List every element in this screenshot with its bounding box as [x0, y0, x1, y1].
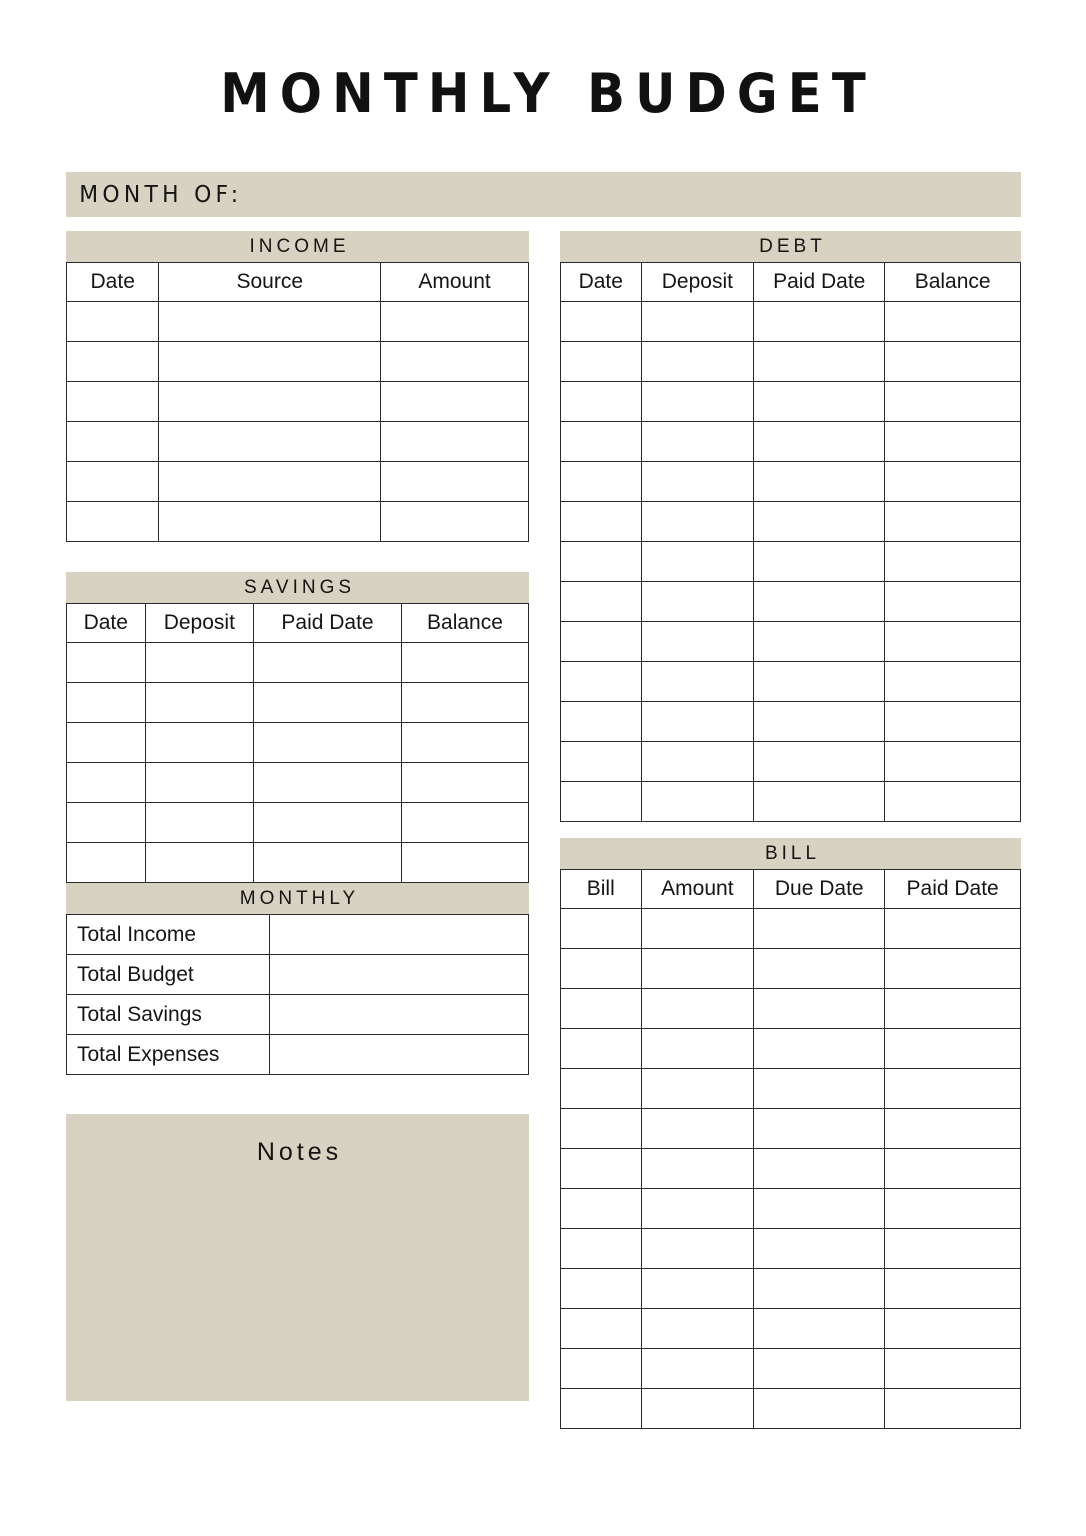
savings-cell-balance[interactable]	[401, 803, 528, 843]
debt-cell-date[interactable]	[561, 582, 642, 622]
bill-cell-due-date[interactable]	[754, 909, 885, 949]
bill-cell-bill[interactable]	[561, 1029, 642, 1069]
savings-cell-balance[interactable]	[401, 843, 528, 883]
debt-cell-paid-date[interactable]	[754, 782, 885, 822]
bill-cell-paid-date[interactable]	[885, 1229, 1021, 1269]
monthly-body	[67, 915, 529, 1075]
debt-cell-date[interactable]	[561, 542, 642, 582]
bill-cell-due-date[interactable]	[754, 1269, 885, 1309]
debt-cell-deposit[interactable]	[641, 542, 754, 582]
bill-cell-amount[interactable]	[641, 1069, 754, 1109]
debt-cell-balance[interactable]	[885, 462, 1021, 502]
income-cell-source[interactable]	[159, 422, 381, 462]
table-row[interactable]	[67, 382, 529, 422]
savings-col-balance: Balance	[401, 604, 528, 643]
monthly-label-total-budget: Total Budget	[67, 955, 270, 995]
bill-cell-paid-date[interactable]	[885, 1309, 1021, 1349]
income-col-date: Date	[67, 263, 159, 302]
savings-cell-deposit[interactable]	[145, 763, 254, 803]
income-cell-date[interactable]	[67, 302, 159, 342]
savings-cell-date[interactable]	[67, 723, 146, 763]
table-row[interactable]	[561, 422, 1021, 462]
debt-cell-paid-date[interactable]	[754, 462, 885, 502]
bill-cell-due-date[interactable]	[754, 1109, 885, 1149]
bill-cell-due-date[interactable]	[754, 989, 885, 1029]
table-row[interactable]	[561, 1029, 1021, 1069]
savings-col-paid-date: Paid Date	[254, 604, 402, 643]
income-cell-source[interactable]	[159, 302, 381, 342]
table-row[interactable]	[67, 763, 529, 803]
income-cell-amount[interactable]	[381, 342, 529, 382]
debt-cell-date[interactable]	[561, 382, 642, 422]
bill-cell-bill[interactable]	[561, 1149, 642, 1189]
bill-cell-paid-date[interactable]	[885, 1149, 1021, 1189]
monthly-label-total-income: Total Income	[67, 915, 270, 955]
debt-cell-date[interactable]	[561, 742, 642, 782]
bill-cell-bill[interactable]	[561, 1349, 642, 1389]
table-row[interactable]	[561, 662, 1021, 702]
income-cell-source[interactable]	[159, 342, 381, 382]
table-row[interactable]	[561, 909, 1021, 949]
debt-col-date: Date	[561, 263, 642, 302]
debt-cell-date[interactable]	[561, 702, 642, 742]
table-row[interactable]	[561, 302, 1021, 342]
savings-cell-paid-date[interactable]	[254, 643, 402, 683]
table-row[interactable]	[561, 542, 1021, 582]
debt-col-balance: Balance	[885, 263, 1021, 302]
bill-cell-bill[interactable]	[561, 1309, 642, 1349]
bill-cell-amount[interactable]	[641, 1189, 754, 1229]
income-cell-amount[interactable]	[381, 382, 529, 422]
page-title: MONTHLY BUDGET	[220, 62, 876, 125]
debt-cell-deposit[interactable]	[641, 582, 754, 622]
income-col-amount: Amount	[381, 263, 529, 302]
month-of-field[interactable]	[66, 172, 1021, 217]
table-row[interactable]	[561, 622, 1021, 662]
section-header-debt-label: DEBT	[759, 235, 826, 257]
section-header-income-label: INCOME	[249, 235, 350, 257]
table-row[interactable]	[561, 382, 1021, 422]
bill-cell-paid-date[interactable]	[885, 1349, 1021, 1389]
debt-cell-paid-date[interactable]	[754, 582, 885, 622]
savings-cell-paid-date[interactable]	[254, 843, 402, 883]
debt-cell-paid-date[interactable]	[754, 342, 885, 382]
debt-cell-balance[interactable]	[885, 582, 1021, 622]
table-row[interactable]	[561, 989, 1021, 1029]
bill-cell-amount[interactable]	[641, 949, 754, 989]
table-row[interactable]	[67, 683, 529, 723]
table-row[interactable]	[67, 342, 529, 382]
table-row[interactable]	[67, 843, 529, 883]
bill-table	[560, 869, 1021, 1429]
table-row[interactable]	[67, 915, 529, 955]
bill-cell-paid-date[interactable]	[885, 949, 1021, 989]
debt-body	[561, 302, 1021, 822]
monthly-value-total-expenses[interactable]	[270, 1035, 529, 1075]
table-row[interactable]	[561, 1149, 1021, 1189]
table-row[interactable]	[67, 1035, 529, 1075]
savings-cell-paid-date[interactable]	[254, 763, 402, 803]
table-row[interactable]	[67, 803, 529, 843]
debt-cell-balance[interactable]	[885, 662, 1021, 702]
bill-cell-amount[interactable]	[641, 1229, 754, 1269]
income-cell-source[interactable]	[159, 382, 381, 422]
bill-cell-bill[interactable]	[561, 1109, 642, 1149]
debt-cell-date[interactable]	[561, 302, 642, 342]
table-row[interactable]	[561, 342, 1021, 382]
section-header-monthly	[66, 883, 529, 914]
debt-cell-paid-date[interactable]	[754, 502, 885, 542]
table-row[interactable]	[67, 995, 529, 1035]
debt-cell-deposit[interactable]	[641, 382, 754, 422]
monthly-value-total-budget[interactable]	[270, 955, 529, 995]
section-header-bill-label: BILL	[764, 842, 821, 864]
bill-cell-paid-date[interactable]	[885, 1109, 1021, 1149]
debt-cell-date[interactable]	[561, 422, 642, 462]
debt-col-deposit: Deposit	[641, 263, 754, 302]
savings-cell-balance[interactable]	[401, 723, 528, 763]
section-header-monthly-label: MONTHLY	[239, 887, 360, 909]
debt-cell-deposit[interactable]	[641, 662, 754, 702]
bill-cell-amount[interactable]	[641, 909, 754, 949]
bill-cell-due-date[interactable]	[754, 949, 885, 989]
savings-cell-date[interactable]	[67, 763, 146, 803]
income-cell-source[interactable]	[159, 462, 381, 502]
income-cell-amount[interactable]	[381, 502, 529, 542]
table-row[interactable]	[67, 302, 529, 342]
table-row[interactable]	[561, 1389, 1021, 1429]
savings-cell-paid-date[interactable]	[254, 803, 402, 843]
debt-cell-paid-date[interactable]	[754, 542, 885, 582]
debt-cell-date[interactable]	[561, 462, 642, 502]
debt-cell-deposit[interactable]	[641, 342, 754, 382]
table-row[interactable]	[67, 723, 529, 763]
savings-col-deposit: Deposit	[145, 604, 254, 643]
bill-cell-paid-date[interactable]	[885, 1189, 1021, 1229]
table-row[interactable]	[561, 582, 1021, 622]
income-col-source: Source	[159, 263, 381, 302]
income-cell-date[interactable]	[67, 462, 159, 502]
debt-cell-paid-date[interactable]	[754, 302, 885, 342]
bill-col-paid-date: Paid Date	[885, 870, 1021, 909]
bill-cell-bill[interactable]	[561, 909, 642, 949]
debt-cell-paid-date[interactable]	[754, 622, 885, 662]
debt-cell-deposit[interactable]	[641, 502, 754, 542]
debt-table	[560, 262, 1021, 822]
monthly-value-total-savings[interactable]	[270, 995, 529, 1035]
spacer	[560, 822, 1021, 838]
savings-col-date: Date	[67, 604, 146, 643]
debt-col-paid-date: Paid Date	[754, 263, 885, 302]
bill-cell-bill[interactable]	[561, 1069, 642, 1109]
bill-cell-paid-date[interactable]	[885, 1029, 1021, 1069]
income-cell-date[interactable]	[67, 422, 159, 462]
savings-cell-deposit[interactable]	[145, 723, 254, 763]
notes-heading: Notes	[256, 1138, 343, 1166]
savings-cell-paid-date[interactable]	[254, 683, 402, 723]
bill-cell-amount[interactable]	[641, 989, 754, 1029]
bill-cell-bill[interactable]	[561, 1189, 642, 1229]
savings-cell-deposit[interactable]	[145, 843, 254, 883]
left-column	[66, 231, 529, 1401]
bill-cell-paid-date[interactable]	[885, 989, 1021, 1029]
bill-col-due-date: Due Date	[754, 870, 885, 909]
bill-cell-paid-date[interactable]	[885, 1069, 1021, 1109]
debt-header-row	[561, 263, 1021, 302]
table-row[interactable]	[67, 502, 529, 542]
spacer	[66, 1075, 529, 1114]
income-cell-amount[interactable]	[381, 302, 529, 342]
notes-area[interactable]	[66, 1114, 529, 1401]
savings-table	[66, 603, 529, 883]
debt-cell-date[interactable]	[561, 342, 642, 382]
debt-cell-paid-date[interactable]	[754, 422, 885, 462]
income-cell-amount[interactable]	[381, 462, 529, 502]
monthly-label-total-savings: Total Savings	[67, 995, 270, 1035]
income-cell-source[interactable]	[159, 502, 381, 542]
table-row[interactable]	[561, 1229, 1021, 1269]
bill-cell-bill[interactable]	[561, 1229, 642, 1269]
debt-cell-deposit[interactable]	[641, 782, 754, 822]
savings-header-row	[67, 604, 529, 643]
savings-cell-deposit[interactable]	[145, 683, 254, 723]
debt-cell-paid-date[interactable]	[754, 662, 885, 702]
table-row[interactable]	[561, 1309, 1021, 1349]
bill-cell-due-date[interactable]	[754, 1309, 885, 1349]
income-cell-date[interactable]	[67, 502, 159, 542]
bill-cell-bill[interactable]	[561, 1389, 642, 1429]
spacer	[66, 542, 529, 572]
debt-cell-deposit[interactable]	[641, 742, 754, 782]
table-row[interactable]	[561, 1189, 1021, 1229]
right-column	[560, 231, 1021, 1429]
savings-cell-deposit[interactable]	[145, 803, 254, 843]
savings-cell-date[interactable]	[67, 643, 146, 683]
savings-cell-deposit[interactable]	[145, 643, 254, 683]
bill-cell-bill[interactable]	[561, 989, 642, 1029]
savings-cell-date[interactable]	[67, 843, 146, 883]
debt-cell-balance[interactable]	[885, 702, 1021, 742]
bill-cell-due-date[interactable]	[754, 1229, 885, 1269]
bill-cell-amount[interactable]	[641, 1269, 754, 1309]
table-row[interactable]	[561, 1349, 1021, 1389]
table-row[interactable]	[561, 782, 1021, 822]
debt-cell-balance[interactable]	[885, 502, 1021, 542]
debt-cell-balance[interactable]	[885, 382, 1021, 422]
debt-cell-balance[interactable]	[885, 742, 1021, 782]
table-row[interactable]	[67, 643, 529, 683]
savings-body	[67, 643, 529, 883]
debt-cell-deposit[interactable]	[641, 702, 754, 742]
bill-cell-bill[interactable]	[561, 949, 642, 989]
monthly-label-total-expenses: Total Expenses	[67, 1035, 270, 1075]
monthly-summary-table	[66, 914, 529, 1075]
table-row[interactable]	[561, 462, 1021, 502]
bill-cell-amount[interactable]	[641, 1389, 754, 1429]
savings-cell-balance[interactable]	[401, 763, 528, 803]
section-header-bill	[560, 838, 1021, 869]
bill-cell-paid-date[interactable]	[885, 909, 1021, 949]
section-header-savings	[66, 572, 529, 603]
income-header-row	[67, 263, 529, 302]
table-row[interactable]	[561, 702, 1021, 742]
bill-cell-amount[interactable]	[641, 1149, 754, 1189]
bill-cell-amount[interactable]	[641, 1109, 754, 1149]
table-row[interactable]	[561, 1269, 1021, 1309]
month-of-label: MONTH OF:	[79, 181, 243, 208]
income-cell-date[interactable]	[67, 342, 159, 382]
debt-cell-balance[interactable]	[885, 422, 1021, 462]
bill-cell-bill[interactable]	[561, 1269, 642, 1309]
section-header-debt	[560, 231, 1021, 262]
income-table	[66, 262, 529, 542]
debt-cell-date[interactable]	[561, 782, 642, 822]
debt-cell-deposit[interactable]	[641, 622, 754, 662]
savings-cell-balance[interactable]	[401, 683, 528, 723]
bill-cell-paid-date[interactable]	[885, 1269, 1021, 1309]
debt-cell-paid-date[interactable]	[754, 382, 885, 422]
savings-cell-date[interactable]	[67, 803, 146, 843]
debt-cell-balance[interactable]	[885, 622, 1021, 662]
bill-cell-due-date[interactable]	[754, 1189, 885, 1229]
bill-header-row	[561, 870, 1021, 909]
table-row[interactable]	[67, 422, 529, 462]
bill-cell-paid-date[interactable]	[885, 1389, 1021, 1429]
bill-cell-due-date[interactable]	[754, 1149, 885, 1189]
debt-cell-balance[interactable]	[885, 302, 1021, 342]
debt-cell-deposit[interactable]	[641, 302, 754, 342]
bill-cell-due-date[interactable]	[754, 1389, 885, 1429]
table-row[interactable]	[561, 502, 1021, 542]
debt-cell-date[interactable]	[561, 502, 642, 542]
bill-cell-due-date[interactable]	[754, 1029, 885, 1069]
debt-cell-balance[interactable]	[885, 782, 1021, 822]
debt-cell-deposit[interactable]	[641, 462, 754, 502]
income-cell-amount[interactable]	[381, 422, 529, 462]
bill-cell-due-date[interactable]	[754, 1069, 885, 1109]
bill-body	[561, 909, 1021, 1429]
bill-col-bill: Bill	[561, 870, 642, 909]
savings-cell-date[interactable]	[67, 683, 146, 723]
table-row[interactable]	[561, 949, 1021, 989]
debt-cell-balance[interactable]	[885, 542, 1021, 582]
income-body	[67, 302, 529, 542]
bill-cell-amount[interactable]	[641, 1309, 754, 1349]
table-row[interactable]	[561, 1069, 1021, 1109]
table-row[interactable]	[561, 1109, 1021, 1149]
section-header-savings-label: SAVINGS	[243, 576, 356, 598]
savings-cell-paid-date[interactable]	[254, 723, 402, 763]
table-row[interactable]	[67, 955, 529, 995]
debt-cell-deposit[interactable]	[641, 422, 754, 462]
debt-cell-paid-date[interactable]	[754, 742, 885, 782]
bill-col-amount: Amount	[641, 870, 754, 909]
bill-cell-amount[interactable]	[641, 1349, 754, 1389]
table-row[interactable]	[561, 742, 1021, 782]
debt-cell-balance[interactable]	[885, 342, 1021, 382]
table-row[interactable]	[67, 462, 529, 502]
savings-cell-balance[interactable]	[401, 643, 528, 683]
bill-cell-due-date[interactable]	[754, 1349, 885, 1389]
section-header-income	[66, 231, 529, 262]
debt-cell-paid-date[interactable]	[754, 702, 885, 742]
debt-cell-date[interactable]	[561, 622, 642, 662]
monthly-value-total-income[interactable]	[270, 915, 529, 955]
income-cell-date[interactable]	[67, 382, 159, 422]
bill-cell-amount[interactable]	[641, 1029, 754, 1069]
debt-cell-date[interactable]	[561, 662, 642, 702]
